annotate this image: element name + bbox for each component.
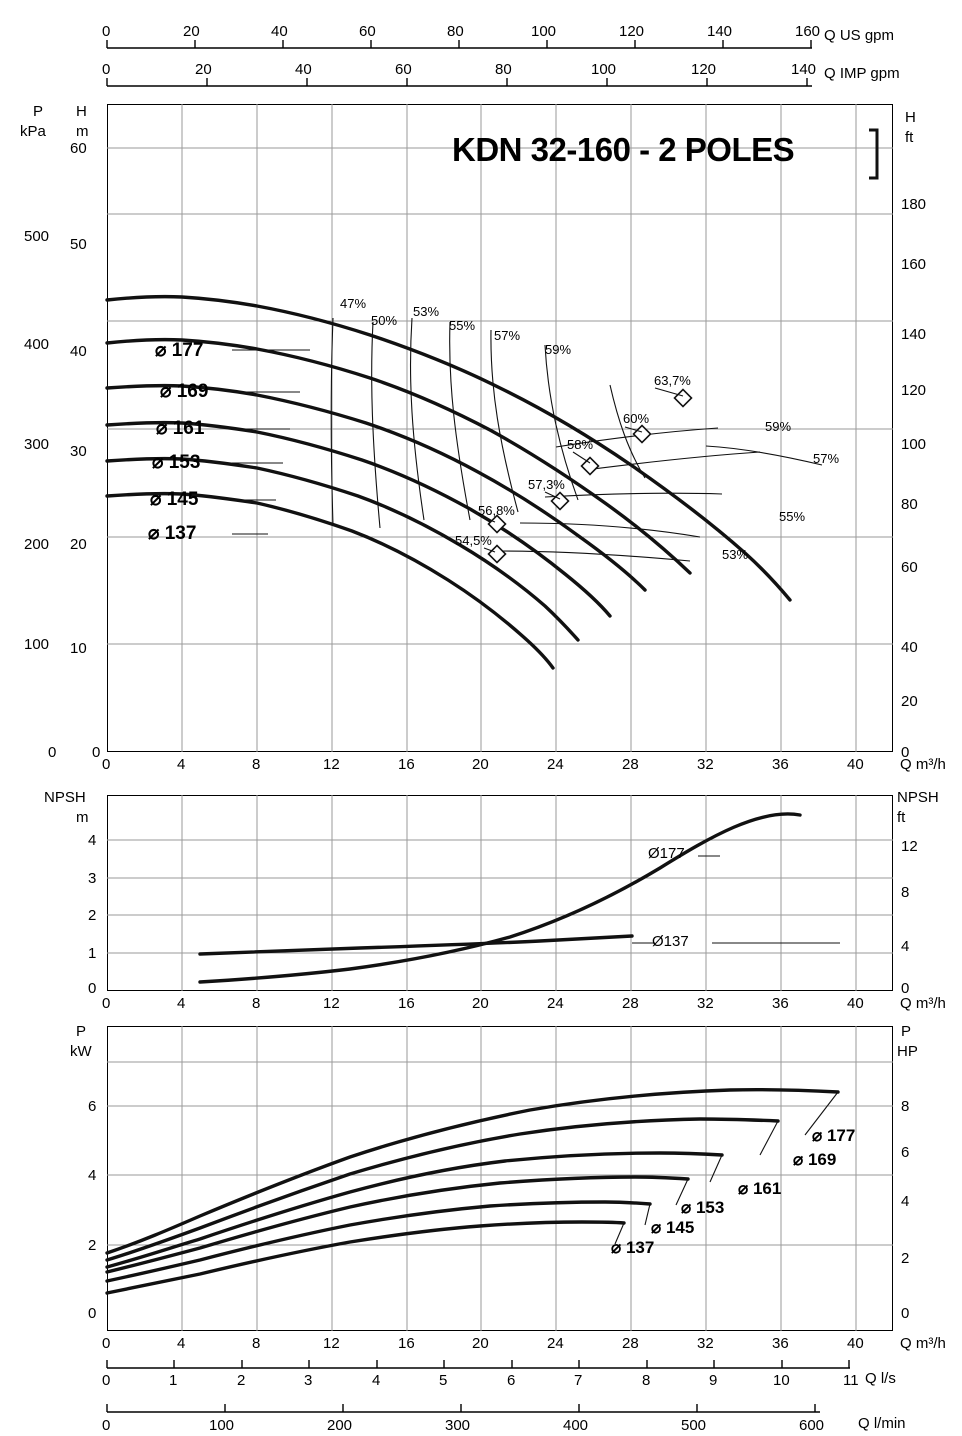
kw-tick-6: 6 bbox=[88, 1098, 97, 1115]
m-tick-40: 40 bbox=[70, 343, 87, 360]
m-tick-0: 0 bbox=[92, 744, 101, 761]
axis-label-qm3h-power: Q m³/h bbox=[900, 1335, 946, 1352]
power-right-label: P bbox=[901, 1023, 912, 1040]
qm3h-tick-20-power: 20 bbox=[472, 1335, 489, 1352]
axis-label-P: P bbox=[33, 103, 44, 120]
qls-tick-2: 2 bbox=[237, 1372, 246, 1389]
eff-label-59: 59% bbox=[545, 342, 572, 357]
ft-tick-120: 120 bbox=[901, 382, 927, 399]
hp-tick-2: 2 bbox=[901, 1250, 910, 1267]
impeller-label-169: ⌀ 169 bbox=[160, 381, 209, 402]
eff-label-63-7: 63,7% bbox=[654, 373, 691, 388]
top1-tick-40: 40 bbox=[271, 23, 288, 40]
qls-tick-6: 6 bbox=[507, 1372, 516, 1389]
npsh-curve-label-177: Ø177 bbox=[648, 845, 685, 862]
qm3h-tick-0-power: 0 bbox=[102, 1335, 111, 1352]
impeller-label-145: ⌀ 145 bbox=[150, 489, 199, 510]
power-label-161: ⌀ 161 bbox=[738, 1179, 782, 1198]
top2-tick-40: 40 bbox=[295, 61, 312, 78]
axis-label-q-us-gpm: Q US gpm bbox=[824, 27, 895, 44]
qm3h-tick-40-npsh: 40 bbox=[847, 995, 864, 1012]
power-label-153: ⌀ 153 bbox=[681, 1198, 725, 1217]
power-left-label: P bbox=[76, 1023, 87, 1040]
top2-tick-80: 80 bbox=[495, 61, 512, 78]
npsh-right-unit: ft bbox=[897, 809, 906, 826]
eff-label-59-right: 59% bbox=[765, 419, 792, 434]
ft-tick-0-right: 0 bbox=[901, 744, 910, 761]
ft-tick-100: 100 bbox=[901, 436, 927, 453]
qm3h-tick-36-power: 36 bbox=[772, 1335, 789, 1352]
power-label-177: ⌀ 177 bbox=[812, 1126, 856, 1145]
npsh-ft-tick-4: 4 bbox=[901, 938, 910, 955]
axis-label-qm3h-npsh: Q m³/h bbox=[900, 995, 946, 1012]
axis-label-kPa: kPa bbox=[20, 123, 46, 140]
qls-tick-4: 4 bbox=[372, 1372, 381, 1389]
eff-label-53: 53% bbox=[413, 304, 440, 319]
m-tick-30: 30 bbox=[70, 443, 87, 460]
qm3h-tick-28-npsh: 28 bbox=[622, 995, 639, 1012]
npsh-m-tick-1: 1 bbox=[88, 945, 97, 962]
power-left-unit: kW bbox=[70, 1043, 92, 1060]
qm3h-tick-36-head: 36 bbox=[772, 756, 789, 773]
qlmin-tick-100: 100 bbox=[209, 1417, 235, 1434]
qls-tick-9: 9 bbox=[709, 1372, 718, 1389]
kpa-tick-200: 200 bbox=[24, 536, 50, 553]
axis-label-H: H bbox=[76, 103, 87, 120]
top1-tick-20: 20 bbox=[183, 23, 200, 40]
npsh-m-tick-2: 2 bbox=[88, 907, 97, 924]
top1-tick-60: 60 bbox=[359, 23, 376, 40]
qls-tick-5: 5 bbox=[439, 1372, 448, 1389]
kw-tick-2: 2 bbox=[88, 1237, 97, 1254]
eff-label-57: 57% bbox=[494, 328, 521, 343]
top2-tick-60: 60 bbox=[395, 61, 412, 78]
qm3h-tick-24-npsh: 24 bbox=[547, 995, 564, 1012]
eff-label-56-8: 56,8% bbox=[478, 503, 515, 518]
axis-label-H-right: H bbox=[905, 109, 916, 126]
qm3h-tick-0-head: 0 bbox=[102, 756, 111, 773]
qm3h-tick-28-head: 28 bbox=[622, 756, 639, 773]
npsh-m-tick-3: 3 bbox=[88, 870, 97, 887]
npsh-right-label: NPSH bbox=[897, 789, 939, 806]
qm3h-tick-40-power: 40 bbox=[847, 1335, 864, 1352]
npsh-ft-tick-8: 8 bbox=[901, 884, 910, 901]
kpa-tick-500: 500 bbox=[24, 228, 50, 245]
ft-tick-140: 140 bbox=[901, 326, 927, 343]
npsh-ft-tick-12: 12 bbox=[901, 838, 918, 855]
qlmin-tick-200: 200 bbox=[327, 1417, 353, 1434]
top1-tick-100: 100 bbox=[531, 23, 557, 40]
m-tick-20: 20 bbox=[70, 536, 87, 553]
qlmin-tick-600: 600 bbox=[799, 1417, 825, 1434]
qls-tick-0: 0 bbox=[102, 1372, 111, 1389]
qm3h-tick-12-npsh: 12 bbox=[323, 995, 340, 1012]
impeller-label-137: ⌀ 137 bbox=[148, 523, 197, 544]
qlmin-tick-500: 500 bbox=[681, 1417, 707, 1434]
qm3h-tick-24-head: 24 bbox=[547, 756, 564, 773]
m-tick-60: 60 bbox=[70, 140, 87, 157]
ft-tick-180: 180 bbox=[901, 196, 927, 213]
qm3h-tick-8-power: 8 bbox=[252, 1335, 261, 1352]
qlmin-tick-0: 0 bbox=[102, 1417, 111, 1434]
eff-label-47: 47% bbox=[340, 296, 367, 311]
qm3h-tick-4-npsh: 4 bbox=[177, 995, 186, 1012]
axis-label-m: m bbox=[76, 123, 89, 140]
qm3h-tick-16-head: 16 bbox=[398, 756, 415, 773]
qm3h-tick-32-npsh: 32 bbox=[697, 995, 714, 1012]
qlmin-tick-400: 400 bbox=[563, 1417, 589, 1434]
top2-tick-20: 20 bbox=[195, 61, 212, 78]
power-label-145: ⌀ 145 bbox=[651, 1218, 695, 1237]
chart-title: KDN 32-160 - 2 POLES bbox=[452, 131, 795, 168]
ft-tick-160: 160 bbox=[901, 256, 927, 273]
kpa-tick-300: 300 bbox=[24, 436, 50, 453]
ft-tick-20: 20 bbox=[901, 693, 918, 710]
hp-tick-0: 0 bbox=[901, 1305, 910, 1322]
hp-tick-6: 6 bbox=[901, 1144, 910, 1161]
axis-label-ft-right: ft bbox=[905, 129, 914, 146]
top1-tick-120: 120 bbox=[619, 23, 645, 40]
axis-label-qm3h-head: Q m³/h bbox=[900, 756, 946, 773]
axis-label-qlmin: Q l/min bbox=[858, 1415, 906, 1432]
top1-tick-0: 0 bbox=[102, 23, 111, 40]
m-tick-10: 10 bbox=[70, 640, 87, 657]
kpa-tick-400: 400 bbox=[24, 336, 50, 353]
hp-tick-4: 4 bbox=[901, 1193, 910, 1210]
qls-tick-8: 8 bbox=[642, 1372, 651, 1389]
qm3h-tick-8-head: 8 bbox=[252, 756, 261, 773]
ft-tick-40: 40 bbox=[901, 639, 918, 656]
eff-label-58: 58% bbox=[567, 437, 594, 452]
eff-label-57-3: 57,3% bbox=[528, 477, 565, 492]
qls-tick-3: 3 bbox=[304, 1372, 313, 1389]
qm3h-tick-12-head: 12 bbox=[323, 756, 340, 773]
top2-tick-0: 0 bbox=[102, 61, 111, 78]
eff-label-55: 55% bbox=[449, 318, 476, 333]
qm3h-tick-16-npsh: 16 bbox=[398, 995, 415, 1012]
qls-tick-7: 7 bbox=[574, 1372, 583, 1389]
kpa-tick-0: 0 bbox=[48, 744, 57, 761]
qm3h-tick-36-npsh: 36 bbox=[772, 995, 789, 1012]
qm3h-tick-20-head: 20 bbox=[472, 756, 489, 773]
qm3h-tick-24-power: 24 bbox=[547, 1335, 564, 1352]
axis-label-qls: Q l/s bbox=[865, 1370, 896, 1387]
impeller-label-153: ⌀ 153 bbox=[152, 452, 201, 473]
qm3h-tick-20-npsh: 20 bbox=[472, 995, 489, 1012]
top1-tick-80: 80 bbox=[447, 23, 464, 40]
m-tick-50: 50 bbox=[70, 236, 87, 253]
eff-label-54-5: 54,5% bbox=[455, 533, 492, 548]
npsh-m-tick-0: 0 bbox=[88, 980, 97, 997]
kw-tick-0: 0 bbox=[88, 1305, 97, 1322]
qm3h-tick-28-power: 28 bbox=[622, 1335, 639, 1352]
npsh-left-label: NPSH bbox=[44, 789, 86, 806]
eff-label-60: 60% bbox=[623, 411, 650, 426]
npsh-m-tick-4: 4 bbox=[88, 832, 97, 849]
qm3h-tick-16-power: 16 bbox=[398, 1335, 415, 1352]
qm3h-tick-4-head: 4 bbox=[177, 756, 186, 773]
qm3h-tick-8-npsh: 8 bbox=[252, 995, 261, 1012]
npsh-ft-tick-0: 0 bbox=[901, 980, 910, 997]
impeller-label-161: ⌀ 161 bbox=[156, 418, 205, 439]
top1-tick-160: 160 bbox=[795, 23, 821, 40]
qm3h-tick-40-head: 40 bbox=[847, 756, 864, 773]
impeller-label-177: ⌀ 177 bbox=[155, 340, 204, 361]
power-label-137: ⌀ 137 bbox=[611, 1238, 655, 1257]
power-label-169: ⌀ 169 bbox=[793, 1150, 837, 1169]
npsh-left-unit: m bbox=[76, 809, 89, 826]
qm3h-tick-32-power: 32 bbox=[697, 1335, 714, 1352]
qm3h-tick-12-power: 12 bbox=[323, 1335, 340, 1352]
qm3h-tick-4-power: 4 bbox=[177, 1335, 186, 1352]
kpa-tick-100: 100 bbox=[24, 636, 50, 653]
ft-tick-60: 60 bbox=[901, 559, 918, 576]
power-right-unit: HP bbox=[897, 1043, 918, 1060]
qls-tick-11: 11 bbox=[843, 1372, 859, 1389]
qm3h-tick-0-npsh: 0 bbox=[102, 995, 111, 1012]
eff-label-53-right: 53% bbox=[722, 547, 749, 562]
qls-tick-10: 10 bbox=[773, 1372, 790, 1389]
qlmin-tick-300: 300 bbox=[445, 1417, 471, 1434]
kw-tick-4: 4 bbox=[88, 1167, 97, 1184]
eff-label-57-right: 57% bbox=[813, 451, 840, 466]
ft-tick-80: 80 bbox=[901, 496, 918, 513]
axis-label-q-imp-gpm: Q IMP gpm bbox=[824, 65, 900, 82]
top1-tick-140: 140 bbox=[707, 23, 733, 40]
eff-label-50: 50% bbox=[371, 313, 398, 328]
top2-tick-100: 100 bbox=[591, 61, 617, 78]
top2-tick-120: 120 bbox=[691, 61, 717, 78]
top2-tick-140: 140 bbox=[791, 61, 817, 78]
hp-tick-8: 8 bbox=[901, 1098, 910, 1115]
npsh-curve-label-137: Ø137 bbox=[652, 933, 689, 950]
qm3h-tick-32-head: 32 bbox=[697, 756, 714, 773]
qls-tick-1: 1 bbox=[169, 1372, 178, 1389]
eff-label-55-right: 55% bbox=[779, 509, 806, 524]
